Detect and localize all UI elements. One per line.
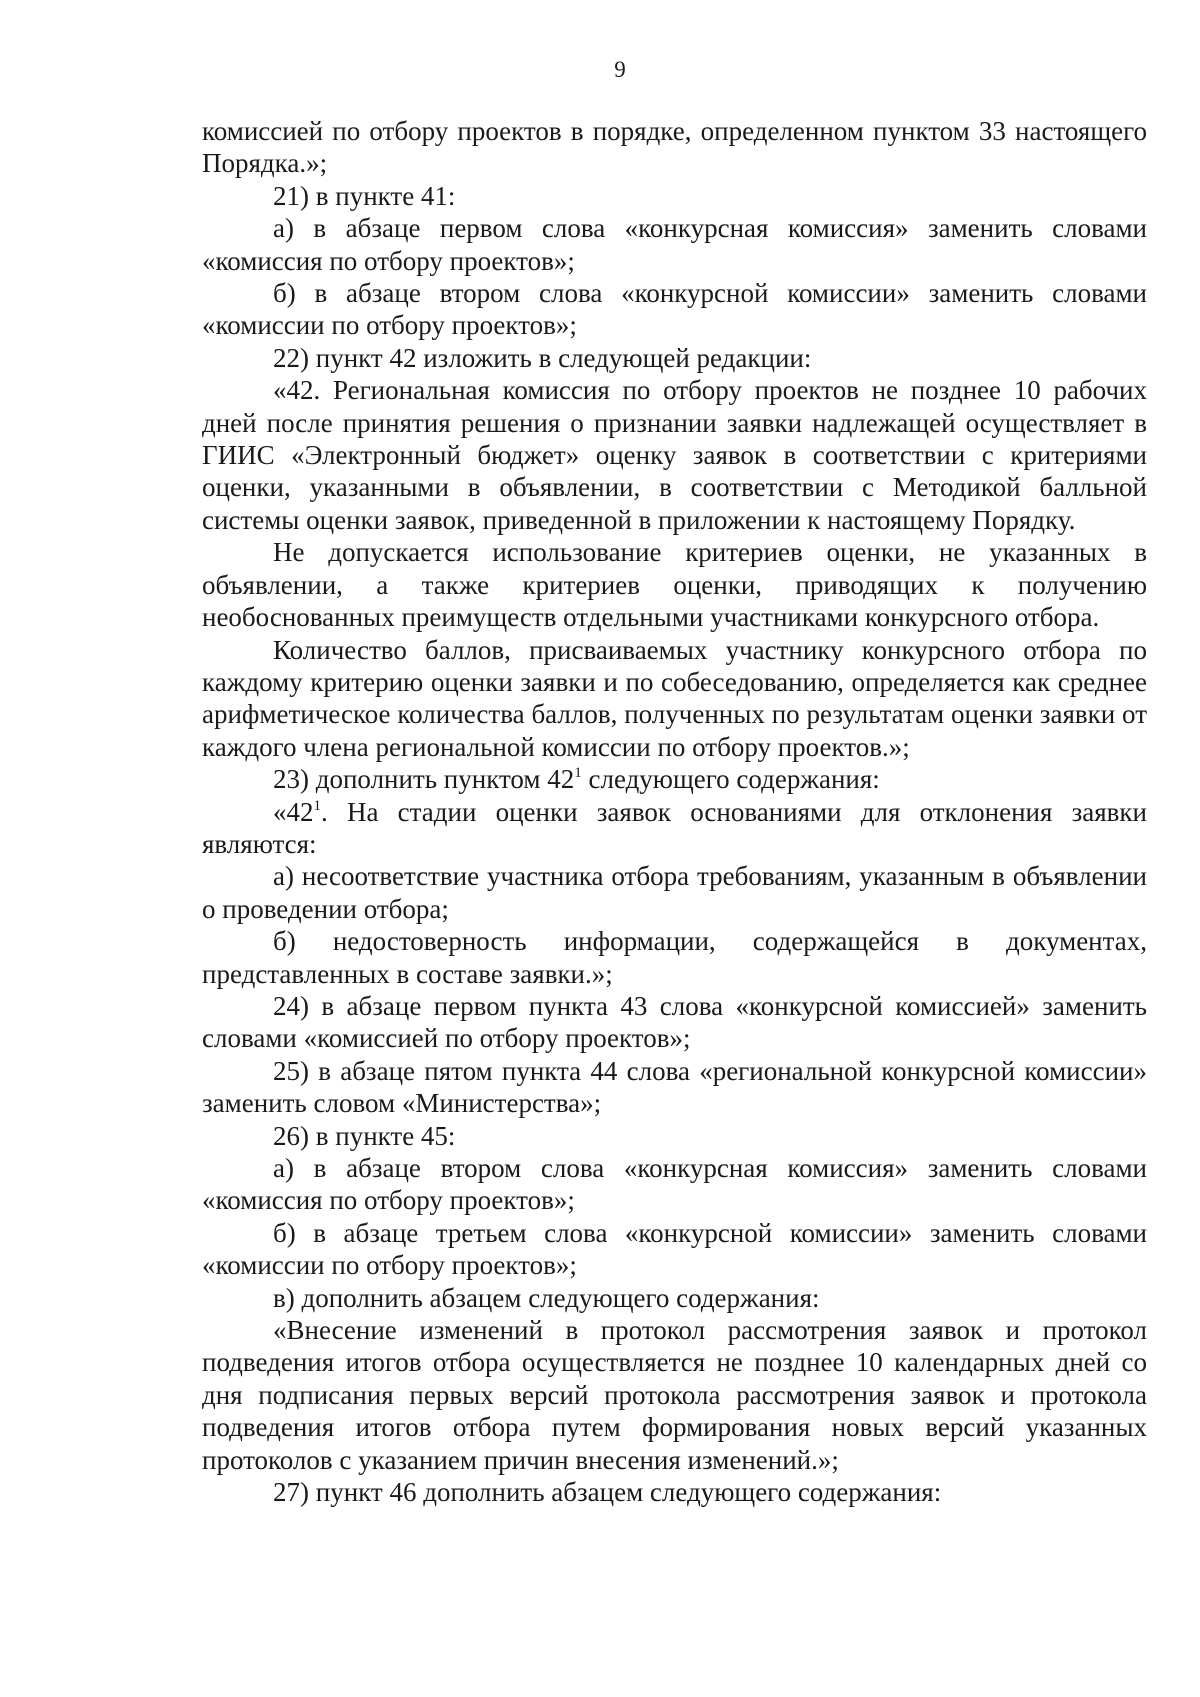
paragraph-ground-b: б) недостоверность информации, содержащейся в документах, представленных в составе заявки.»; (202, 926, 1147, 989)
paragraph-continuation: комиссией по отбору проектов в порядке, определенном пунктом 33 настоящего Порядка.»; (202, 116, 1147, 179)
document-body (202, 115, 1147, 1508)
paragraph-quote-42-1 (202, 796, 1147, 861)
paragraph-item-26c: в) дополнить абзацем следующего содержания: (273, 1282, 820, 1313)
paragraph-item-21b: б) в абзаце втором слова «конкурсной комиссии» заменить словами «комиссии по отбору проектов»; (202, 278, 1147, 341)
paragraph-item-24: 24) в абзаце первом пункта 43 слова «конкурсной комиссией» заменить словами «комиссией по отбору проектов»; (202, 990, 1147, 1054)
paragraph-item-22: 22) пункт 42 изложить в следующей редакции: (273, 342, 812, 373)
paragraph-item-23 (202, 763, 1147, 795)
superscript: 1 (574, 765, 582, 782)
paragraph-item-26b: б) в абзаце третьем слова «конкурсной комиссии» заменить словами «комиссии по отбору проектов»; (202, 1217, 1147, 1281)
paragraph-ground-a: а) несоответствие участника отбора требованиям, указанным в объявлении о проведении отбора; (202, 861, 1147, 924)
paragraph-criteria-restriction: Не допускается использование критериев оценки, не указанных в объявлении, а также критериев оценки, приводящих к получению необоснованных преимуществ отдельными участниками конкурсного отбора. (202, 537, 1147, 633)
paragraph-item-23-before: 23) дополнить пунктом 42 (273, 764, 575, 795)
paragraph-item-25: 25) в абзаце пятом пункта 44 слова «региональной конкурсной комиссии» заменить словом «Министерства»; (202, 1055, 1147, 1119)
superscript: 1 (313, 797, 321, 814)
paragraph-score-calculation: Количество баллов, присваиваемых участнику конкурсного отбора по каждому критерию оценки заявки и по собеседованию, определяется как среднее арифметическое количества баллов, полученных по результатам оценки заявки от каждого члена региональной комиссии по отбору проектов.»; (202, 634, 1147, 762)
paragraph-item-26a: а) в абзаце втором слова «конкурсная комиссия» заменить словами «комиссия по отбору проектов»; (202, 1153, 1147, 1216)
paragraph-item-21: 21) в пункте 41: (273, 180, 456, 211)
paragraph-item-23-after: следующего содержания: (581, 764, 880, 795)
paragraph-quote-42-1-before: «42 (273, 796, 314, 827)
paragraph-quote-42: «42. Региональная комиссия по отбору проектов не позднее 10 рабочих дней после принятия решения о признании заявки надлежащей осуществляет в ГИИС «Электронный бюджет» оценку заявок в соответствии с критериями оценки, указанными в объявлении, в соответствии с Методикой балльной системы оценки заявок, приведенной в приложении к настоящему Порядку. (202, 375, 1147, 535)
paragraph-item-21a: а) в абзаце первом слова «конкурсная комиссия» заменить словами «комиссия по отбору проектов»; (202, 213, 1147, 276)
page-number: 9 (614, 57, 626, 82)
paragraph-item-27: 27) пункт 46 дополнить абзацем следующего содержания: (273, 1477, 942, 1508)
paragraph-quote-42-1-after: . На стадии оценки заявок основаниями для отклонения заявки являются: (202, 796, 1147, 859)
paragraph-item-26: 26) в пункте 45: (273, 1120, 456, 1151)
paragraph-quote-amendments: «Внесение изменений в протокол рассмотрения заявок и протокол подведения итогов отбора осуществляется не позднее 10 календарных дней со дня подписания первых версий протокола рассмотрения заявок и протокола подведения итогов отбора путем формирования новых версий указанных протоколов с указанием причин внесения изменений.»; (202, 1315, 1147, 1475)
